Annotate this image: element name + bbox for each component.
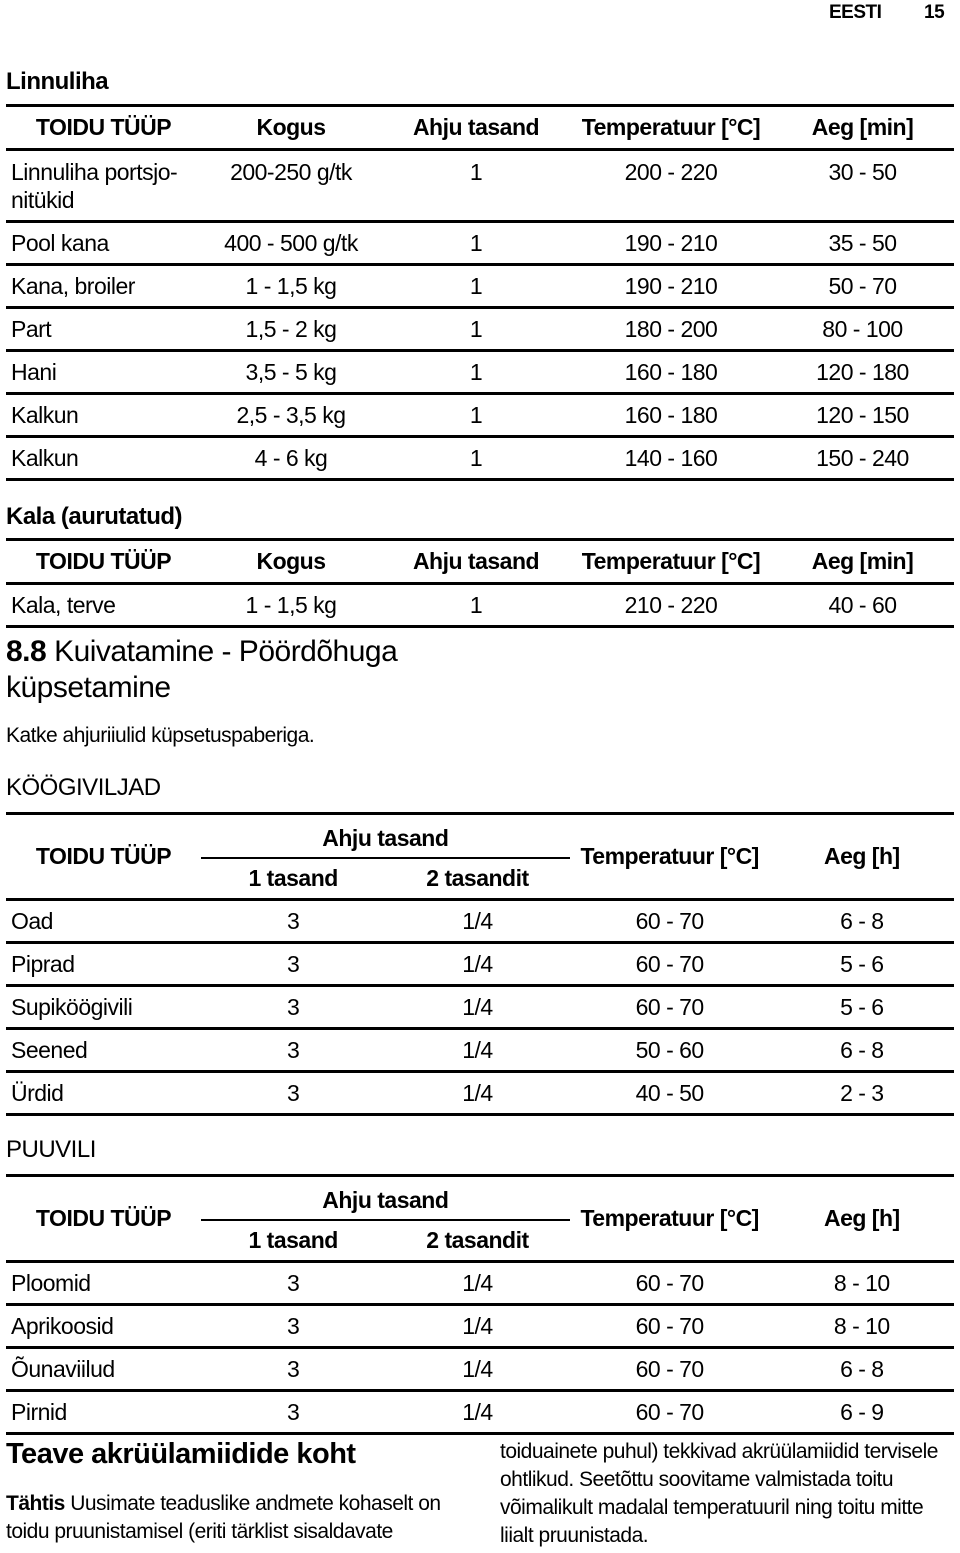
table-cell: 4 - 6 kg [254,444,328,471]
important-label: Tähtis [6,1492,65,1515]
table-cell: Supiköögivili [11,993,133,1020]
table-cell: 1 [469,315,483,342]
table-cell: 3,5 - 5 kg [245,358,337,385]
table-cell: 3 [287,907,300,934]
table-cell: 210 - 220 [624,591,718,618]
table-row [6,1072,954,1115]
vegetables-section-title: KÖÖGIVILJAD [6,774,161,801]
section-heading-line2: küpsetamine [6,671,171,704]
table-row [6,150,954,222]
table-cell: 140 - 160 [624,444,718,471]
table-cell: 3 [287,1312,300,1339]
table-cell: Hani [11,358,57,385]
table-row [6,437,954,480]
table-cell: Linnuliha portsjo-nitükid [11,158,178,213]
table-row [6,1262,954,1305]
table-cell: Seened [11,1036,88,1063]
table-cell: 30 - 50 [828,159,897,185]
table-cell: 2,5 - 3,5 kg [236,401,346,428]
table-cell: 80 - 100 [822,315,903,342]
table-cell: 40 - 60 [828,591,897,618]
fish-section-title: Kala (aurutatud) [6,503,183,530]
table-cell: 6 - 8 [840,907,884,934]
column-header: TOIDU TÜÜP [35,548,172,574]
table-cell: 400 - 500 g/tk [224,229,358,256]
table-cell: 3 [287,1036,300,1063]
poultry-section-title: Linnuliha [6,68,109,95]
column-header: Temperatuur [°C] [580,1205,759,1231]
table-cell: 190 - 210 [624,229,718,256]
column-header: Ahju tasand [412,114,540,140]
section-heading-line1: Kuivatamine - Pöördõhuga [54,635,398,668]
column-subheader: 1 tasand [201,858,385,900]
table-cell: 35 - 50 [828,229,897,256]
table-cell: Kalkun [11,401,79,428]
table-cell: 3 [287,1398,300,1425]
table-cell: 1 [469,358,483,385]
vegetables-table [6,812,954,1116]
table-cell: 200 - 220 [624,159,718,185]
table-cell: 120 - 180 [816,358,909,385]
table-cell: 1 - 1,5 kg [245,272,337,299]
table-cell: 1 [469,591,483,618]
table-header-row [6,540,954,584]
table-cell: 3 [287,993,300,1020]
table-header-row [6,1176,954,1220]
table-cell: 50 - 60 [635,1036,704,1063]
column-header: Kogus [256,548,326,574]
table-row [6,1305,954,1348]
table-row [6,265,954,308]
info-text-right: toiduainete puhul) tekkivad akrüülamiidid tervisele ohtlikud. Seetõttu soovitame valmistada toitu võimalikult madalal temperatuuril ning toitu mitte liialt pruunistada. [500,1440,938,1547]
table-cell: 120 - 150 [816,401,909,428]
table-cell: 60 - 70 [635,1269,704,1296]
table-row [6,584,954,627]
language-label: EESTI [829,2,882,23]
fruit-section-title: PUUVILI [6,1136,96,1163]
table-cell: Ürdid [11,1079,64,1106]
table-cell: 150 - 240 [816,444,909,471]
table-cell: 3 [287,1355,300,1382]
column-header: Temperatuur [°C] [581,548,761,574]
table-cell: 1/4 [462,1079,493,1106]
table-header-row [6,814,954,858]
section-number: 8.8 [6,635,47,668]
table-cell: 3 [287,1269,300,1296]
table-cell: Pool kana [11,229,109,256]
table-cell: 190 - 210 [624,272,718,299]
column-header: Aeg [h] [823,1205,900,1231]
table-cell: 1 - 1,5 kg [245,591,337,618]
table-cell: Õunaviilud [11,1355,115,1382]
poultry-table [6,104,954,481]
table-cell: Part [11,315,52,342]
table-cell: 1/4 [462,950,493,977]
table-cell: 1 [469,401,483,428]
page-number: 15 [924,2,945,23]
table-cell: Kalkun [11,444,79,471]
table-row [6,986,954,1029]
info-paragraph-start: Uusimate teaduslike andmete kohaselt on toidu pruunistamisel (eriti tärklist sisaldavate [6,1492,441,1543]
section-heading [6,634,397,706]
table-cell: 60 - 70 [635,907,704,934]
table-cell: 8 - 10 [833,1269,890,1296]
table-cell: 1/4 [462,1355,493,1382]
info-title: Teave akrüülamiidide koht [6,1438,356,1470]
table-cell: 2 - 3 [840,1079,884,1106]
table-row [6,308,954,351]
table-cell: 50 - 70 [828,272,897,299]
fruit-table [6,1174,954,1435]
table-cell: 1/4 [462,1036,493,1063]
table-cell: 1/4 [462,1398,493,1425]
column-header: Aeg [min] [811,548,914,574]
table-cell: 60 - 70 [635,993,704,1020]
table-cell: 60 - 70 [635,950,704,977]
table-cell: 1 [469,229,483,256]
table-cell: 160 - 180 [624,358,718,385]
column-header: TOIDU TÜÜP [35,1205,172,1231]
table-cell: 1 [469,159,483,185]
table-cell: Ploomid [11,1269,91,1296]
column-header: Aeg [h] [823,843,900,869]
table-cell: 60 - 70 [635,1398,704,1425]
table-row [6,943,954,986]
table-row [6,1348,954,1391]
table-cell: 6 - 9 [840,1398,884,1425]
table-cell: Piprad [11,950,75,977]
column-subheader: 1 tasand [201,1220,385,1262]
table-cell: 200-250 g/tk [230,159,352,185]
table-cell: 60 - 70 [635,1355,704,1382]
column-header: TOIDU TÜÜP [35,114,172,140]
table-cell: Pirnid [11,1398,67,1425]
table-cell: 1/4 [462,907,493,934]
table-cell: 1/4 [462,1269,493,1296]
table-cell: 3 [287,950,300,977]
fish-table [6,538,954,628]
column-header-group: Ahju tasand [322,825,449,852]
table-cell: 180 - 200 [624,315,718,342]
table-row [6,222,954,265]
table-cell: 5 - 6 [840,950,884,977]
table-cell: 5 - 6 [840,993,884,1020]
table-cell: Kala, terve [11,591,116,618]
table-cell: 1/4 [462,1312,493,1339]
table-cell: 3 [287,1079,300,1106]
table-row [6,394,954,437]
table-cell: 1/4 [462,993,493,1020]
table-cell: 1,5 - 2 kg [245,315,337,342]
column-header: TOIDU TÜÜP [35,843,172,869]
table-cell: Kana, broiler [11,272,135,299]
column-header: Temperatuur [°C] [581,114,761,140]
table-cell: 6 - 8 [840,1036,884,1063]
table-cell: 40 - 50 [635,1079,704,1106]
table-cell: 8 - 10 [833,1312,890,1339]
table-cell: 160 - 180 [624,401,718,428]
table-cell: Oad [11,907,53,934]
table-row [6,900,954,943]
column-subheader: 2 tasandit [385,1220,569,1262]
info-text-left [6,1490,476,1546]
column-header: Ahju tasand [412,548,540,574]
column-header-group: Ahju tasand [322,1187,449,1214]
table-cell: 1 [469,444,483,471]
column-header: Aeg [min] [811,114,914,140]
column-header: Kogus [256,114,326,140]
instruction-note: Katke ahjuriiulid küpsetuspaberiga. [6,724,315,747]
table-cell: 1 [469,272,483,299]
table-row [6,1391,954,1434]
column-header: Temperatuur [°C] [580,843,759,869]
table-row [6,1029,954,1072]
table-cell: 60 - 70 [635,1312,704,1339]
table-cell: 6 - 8 [840,1355,884,1382]
table-header-row [6,106,954,150]
table-cell: Aprikoosid [11,1312,114,1339]
column-subheader: 2 tasandit [385,858,569,900]
table-row [6,351,954,394]
